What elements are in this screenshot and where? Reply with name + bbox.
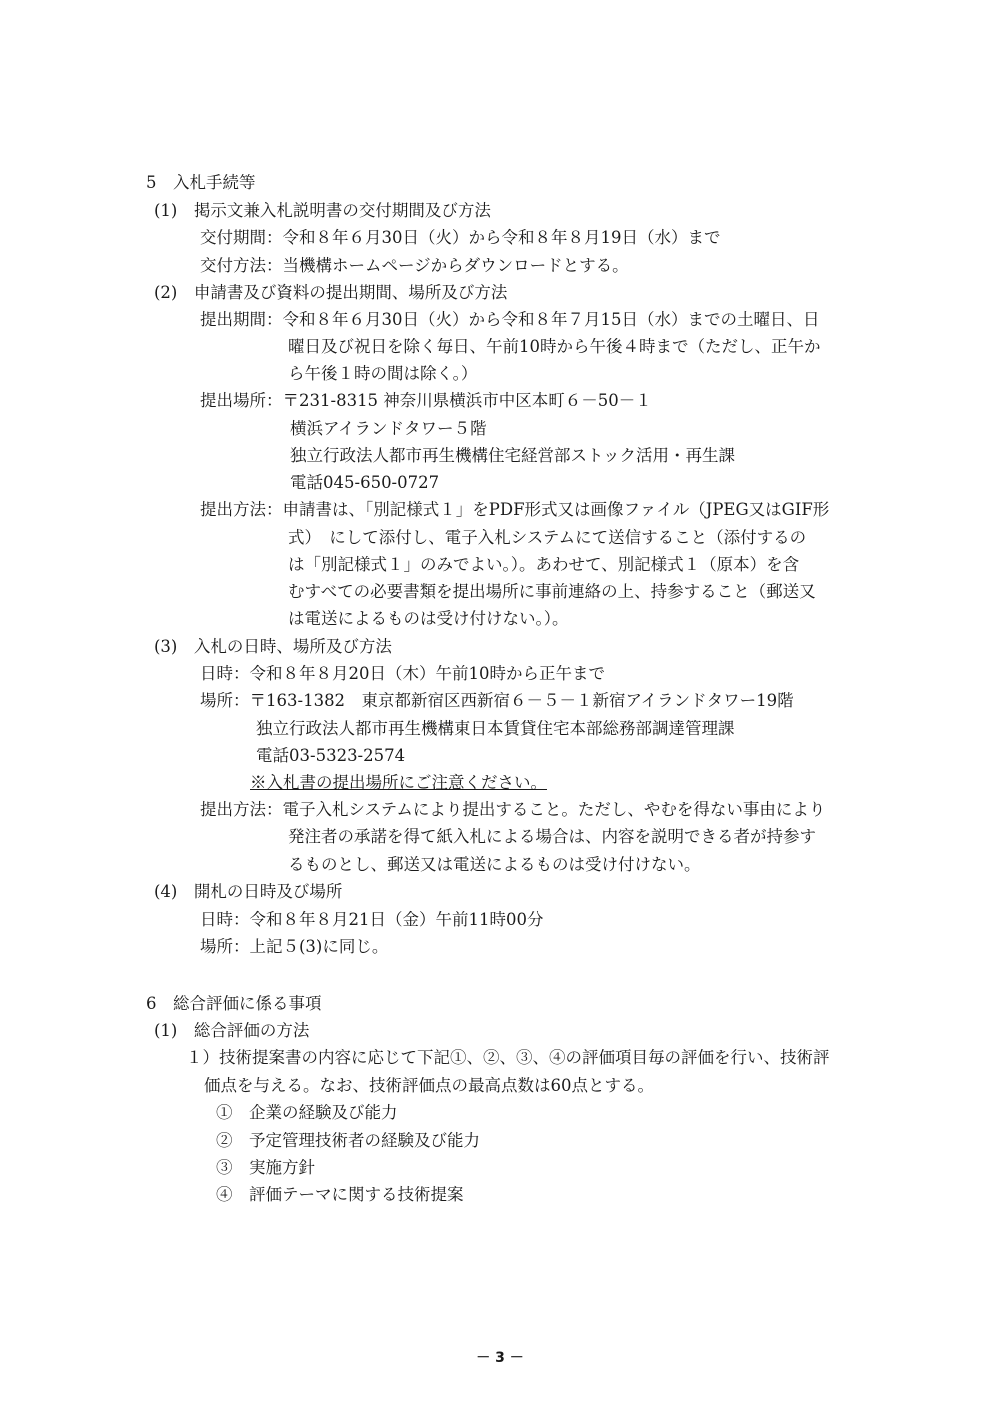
criterion-1: ① 企業の経験及び能力 <box>216 1103 398 1122</box>
criterion-4: ④ 評価テーマに関する技術提案 <box>216 1185 464 1204</box>
evaluation-item-1-line-1: １）技術提案書の内容に応じて下記①、②、③、④の評価項目毎の評価を行い、技術評 <box>186 1048 830 1067</box>
bid-place-phone: 電話03-5323-2574 <box>256 746 406 765</box>
section-6-heading: 6 総合評価に係る事項 <box>146 994 322 1013</box>
submission-method-line-2: 式） にして添付し、電子入札システムにて送信すること（添付するの <box>288 528 807 547</box>
submission-place-line-3: 独立行政法人都市再生機構住宅経営部ストック活用・再生課 <box>290 446 736 465</box>
submission-place-line-2: 横浜アイランドタワー５階 <box>290 419 487 438</box>
bid-method-line-2: 発注者の承諾を得て紙入札による場合は、内容を説明できる者が持参す <box>288 827 816 846</box>
delivery-method: 交付方法：当機構ホームページからダウンロードとする。 <box>200 256 629 275</box>
opening-place: 場所：上記５(3)に同じ。 <box>200 937 389 956</box>
section-5-heading: 5 入札手続等 <box>146 173 256 192</box>
section-5-2-heading: (2) 申請書及び資料の提出期間、場所及び方法 <box>154 283 508 302</box>
section-5-1-heading: (1) 掲示文兼入札説明書の交付期間及び方法 <box>154 201 491 220</box>
delivery-period: 交付期間：令和８年６月30日（火）から令和８年８月19日（水）まで <box>200 228 721 247</box>
bid-datetime: 日時：令和８年８月20日（木）午前10時から正午まで <box>200 664 605 683</box>
evaluation-item-1-line-2: 価点を与える。なお、技術評価点の最高点数は60点とする。 <box>204 1076 654 1095</box>
submission-place-phone: 電話045-650-0727 <box>290 473 440 492</box>
bid-place-note: ※入札書の提出場所にご注意ください。 <box>250 773 547 792</box>
submission-period-line-1: 提出期間：令和８年６月30日（火）から令和８年７月15日（水）までの土曜日、日 <box>200 310 820 329</box>
bid-place-line-1: 場所：〒163-1382 東京都新宿区西新宿６－５－１新宿アイランドタワー19階 <box>200 691 794 710</box>
section-5-3-heading: (3) 入札の日時、場所及び方法 <box>154 637 392 656</box>
bid-method-line-1: 提出方法：電子入札システムにより提出すること。ただし、やむを得ない事由により <box>200 800 826 819</box>
bid-place-line-2: 独立行政法人都市再生機構東日本賃貸住宅本部総務部調達管理課 <box>256 719 735 738</box>
submission-period-line-2: 曜日及び祝日を除く毎日、午前10時から午後４時まで（ただし、正午か <box>288 337 821 356</box>
bid-method-line-3: るものとし、郵送又は電送によるものは受け付けない。 <box>288 855 701 874</box>
submission-method-line-5: は電送によるものは受け付けない。）。 <box>288 609 569 628</box>
submission-method-line-1: 提出方法：申請書は、「別記様式１」をPDF形式又は画像ファイル（JPEG又はGIF形 <box>200 500 830 519</box>
criterion-2: ② 予定管理技術者の経験及び能力 <box>216 1131 480 1150</box>
submission-period-line-3: ら午後１時の間は除く。） <box>288 364 478 383</box>
section-5-4-heading: (4) 開札の日時及び場所 <box>154 882 343 901</box>
opening-datetime: 日時：令和８年８月21日（金）午前11時00分 <box>200 910 544 929</box>
submission-method-line-3: は「別記様式１」のみでよい。）。あわせて、別記様式１（原本）を含 <box>288 555 800 574</box>
submission-method-line-4: むすべての必要書類を提出場所に事前連絡の上、持参すること（郵送又 <box>288 582 816 601</box>
criterion-3: ③ 実施方針 <box>216 1158 315 1177</box>
submission-place-line-1: 提出場所：〒231-8315 神奈川県横浜市中区本町６－50－１ <box>200 391 652 410</box>
page-number: － 3 － <box>476 1350 524 1366</box>
section-6-1-heading: (1) 総合評価の方法 <box>154 1021 310 1040</box>
